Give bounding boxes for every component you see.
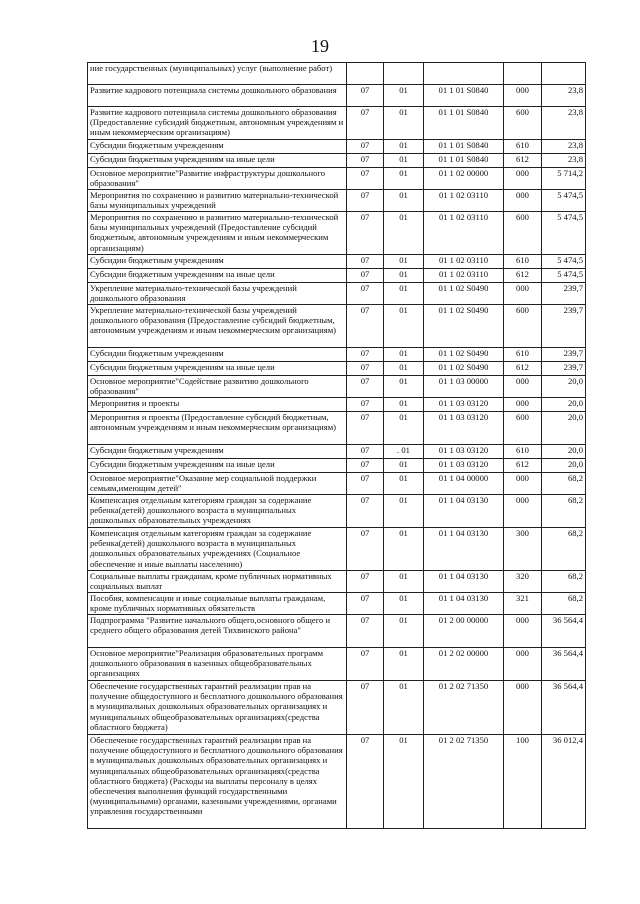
row-amount: 20,0 [542, 412, 586, 445]
row-amount: 20,0 [542, 398, 586, 412]
row-name: Субсидии бюджетным учреждениям [88, 348, 347, 362]
row-section: 07 [347, 212, 384, 255]
row-name: Основное мероприятие"Развитие инфраструктуры дошкольного образования" [88, 168, 347, 190]
row-expense-type: 000 [504, 168, 542, 190]
table-row [88, 269, 586, 283]
row-amount: 20,0 [542, 459, 586, 473]
row-target-article: 01 2 00 00000 [424, 615, 504, 648]
row-amount: 5 714,2 [542, 168, 586, 190]
row-target-article: 01 1 01 S0840 [424, 140, 504, 154]
row-amount: 5 474,5 [542, 269, 586, 283]
budget-table-body [88, 63, 586, 829]
row-section: 07 [347, 255, 384, 269]
row-name: Мероприятия и проекты (Предоставление субсидий бюджетным, автономным учреждениям и иным некоммерческим организациям) [88, 412, 347, 445]
table-row [88, 140, 586, 154]
row-name: Субсидии бюджетным учреждениям на иные цели [88, 362, 347, 376]
row-amount: 23,8 [542, 85, 586, 107]
row-target-article: 01 1 02 S0490 [424, 348, 504, 362]
row-target-article: 01 1 02 03110 [424, 255, 504, 269]
row-target-article: 01 1 02 S0490 [424, 283, 504, 305]
page-number: 19 [311, 36, 329, 56]
row-section: 07 [347, 269, 384, 283]
table-row [88, 376, 586, 398]
table-row [88, 648, 586, 681]
row-section: 07 [347, 495, 384, 528]
row-expense-type: 610 [504, 348, 542, 362]
table-row [88, 63, 586, 85]
row-name: Компенсация отдельным категориям граждан за содержание ребенка(детей) дошкольного возраста в муниципальных дошкольных образовательных учреждениях [88, 495, 347, 528]
table-row [88, 283, 586, 305]
row-name: Компенсация отдельным категориям граждан за содержание ребенка(детей) дошкольного возраста в муниципальных дошкольных образовательных учреждениях (Социальное обеспечение и иные выплаты населению) [88, 528, 347, 571]
row-subsection: . 01 [384, 445, 424, 459]
row-subsection: 01 [384, 212, 424, 255]
row-section: 07 [347, 398, 384, 412]
row-name: Пособия, компенсации и иные социальные выплаты гражданам, кроме публичных нормативных обязательств [88, 593, 347, 615]
row-name: ние государственных (муниципальных) услуг (выполнение работ) [88, 63, 347, 85]
table-row [88, 212, 586, 255]
row-subsection: 01 [384, 615, 424, 648]
row-section: 07 [347, 681, 384, 735]
row-section: 07 [347, 140, 384, 154]
table-row [88, 190, 586, 212]
table-row [88, 459, 586, 473]
row-expense-type: 321 [504, 593, 542, 615]
row-section: 07 [347, 735, 384, 829]
table-row [88, 305, 586, 348]
row-name: Основное мероприятие"Содействие развитию дошкольного образования" [88, 376, 347, 398]
row-name: Основное мероприятие"Реализация образовательных программ дошкольного образования в казенных общеобразовательных организациях [88, 648, 347, 681]
row-subsection: 01 [384, 107, 424, 140]
row-amount: 239,7 [542, 283, 586, 305]
row-target-article: 01 1 01 S0840 [424, 154, 504, 168]
row-section: 07 [347, 571, 384, 593]
row-target-article: 01 2 02 00000 [424, 648, 504, 681]
row-subsection: 01 [384, 140, 424, 154]
row-section: 07 [347, 107, 384, 140]
row-amount: 20,0 [542, 445, 586, 459]
row-subsection: 01 [384, 495, 424, 528]
row-amount: 239,7 [542, 348, 586, 362]
row-target-article: 01 1 04 00000 [424, 473, 504, 495]
table-row [88, 528, 586, 571]
table-row [88, 85, 586, 107]
row-expense-type: 612 [504, 154, 542, 168]
row-target-article: 01 1 04 03130 [424, 593, 504, 615]
row-section: 07 [347, 168, 384, 190]
row-amount: 5 474,5 [542, 190, 586, 212]
row-subsection: 01 [384, 398, 424, 412]
row-subsection [384, 63, 424, 85]
table-row [88, 615, 586, 648]
row-target-article: 01 1 04 03130 [424, 571, 504, 593]
row-subsection: 01 [384, 348, 424, 362]
row-target-article: 01 1 03 03120 [424, 398, 504, 412]
row-expense-type: 000 [504, 398, 542, 412]
row-subsection: 01 [384, 459, 424, 473]
row-expense-type: 600 [504, 107, 542, 140]
row-amount: 239,7 [542, 305, 586, 348]
row-subsection: 01 [384, 648, 424, 681]
row-section: 07 [347, 85, 384, 107]
row-section: 07 [347, 445, 384, 459]
table-row [88, 107, 586, 140]
row-amount [542, 63, 586, 85]
row-amount: 239,7 [542, 362, 586, 376]
row-section: 07 [347, 190, 384, 212]
row-expense-type: 610 [504, 445, 542, 459]
row-target-article: 01 1 02 S0490 [424, 305, 504, 348]
row-section: 07 [347, 459, 384, 473]
row-target-article: 01 1 03 03120 [424, 412, 504, 445]
row-subsection: 01 [384, 362, 424, 376]
row-section: 07 [347, 376, 384, 398]
row-section [347, 63, 384, 85]
row-expense-type: 000 [504, 615, 542, 648]
row-amount: 20,0 [542, 376, 586, 398]
row-name: Мероприятия по сохранению и развитию материально-технической базы муниципальных учреждений (Предоставление субсидий бюджетным, автономным учреждениям и иным некоммерческим организациям) [88, 212, 347, 255]
row-amount: 23,8 [542, 107, 586, 140]
row-name: Субсидии бюджетным учреждениям на иные цели [88, 154, 347, 168]
row-target-article: 01 2 02 71350 [424, 681, 504, 735]
row-expense-type: 600 [504, 412, 542, 445]
row-name: Основное мероприятие"Оказание мер социальной поддержки семьям,имеющим детей" [88, 473, 347, 495]
row-amount: 23,8 [542, 140, 586, 154]
row-target-article: 01 1 02 S0490 [424, 362, 504, 376]
row-target-article: 01 1 02 03110 [424, 269, 504, 283]
row-subsection: 01 [384, 168, 424, 190]
table-row [88, 681, 586, 735]
table-row [88, 735, 586, 829]
row-expense-type: 612 [504, 269, 542, 283]
row-expense-type: 600 [504, 305, 542, 348]
row-amount: 36 564,4 [542, 681, 586, 735]
row-name: Укрепление материально-технической базы учреждений дошкольного образования (Предоставление субсидий бюджетным, автономным учреждениям и иным некоммерческим организациям) [88, 305, 347, 348]
row-section: 07 [347, 154, 384, 168]
row-target-article: 01 1 02 03110 [424, 190, 504, 212]
row-name: Обеспечение государственных гарантий реализации прав на получение общедоступного и бесплатного дошкольного образования в муниципальных дошкольных образовательных организациях и муниципальных общеобразовательных организациях(средства областного бюджета) (Расходы на выплаты персоналу в целях обеспечения выполнения функций государственными (муниципальными) органами, казенными учреждениями, органами управления государственными [88, 735, 347, 829]
row-target-article: 01 1 03 00000 [424, 376, 504, 398]
row-expense-type: 000 [504, 495, 542, 528]
row-section: 07 [347, 305, 384, 348]
row-expense-type [504, 63, 542, 85]
row-expense-type: 300 [504, 528, 542, 571]
row-subsection: 01 [384, 376, 424, 398]
row-section: 07 [347, 528, 384, 571]
table-row [88, 362, 586, 376]
row-subsection: 01 [384, 154, 424, 168]
row-name: Мероприятия и проекты [88, 398, 347, 412]
row-subsection: 01 [384, 190, 424, 212]
row-expense-type: 600 [504, 212, 542, 255]
row-amount: 68,2 [542, 473, 586, 495]
row-section: 07 [347, 473, 384, 495]
row-target-article: 01 1 03 03120 [424, 445, 504, 459]
row-amount: 5 474,5 [542, 255, 586, 269]
row-amount: 68,2 [542, 593, 586, 615]
table-row [88, 255, 586, 269]
table-row [88, 168, 586, 190]
row-subsection: 01 [384, 473, 424, 495]
row-subsection: 01 [384, 85, 424, 107]
row-target-article: 01 1 04 03130 [424, 528, 504, 571]
table-row [88, 571, 586, 593]
row-name: Мероприятия по сохранению и развитию материально-технической базы муниципальных учреждений [88, 190, 347, 212]
row-amount: 36 012,4 [542, 735, 586, 829]
row-subsection: 01 [384, 269, 424, 283]
table-row [88, 412, 586, 445]
row-target-article: 01 1 02 03110 [424, 212, 504, 255]
row-name: Субсидии бюджетным учреждениям на иные цели [88, 459, 347, 473]
row-name: Субсидии бюджетным учреждениям на иные цели [88, 269, 347, 283]
row-target-article: 01 1 01 S0840 [424, 85, 504, 107]
row-subsection: 01 [384, 255, 424, 269]
row-subsection: 01 [384, 593, 424, 615]
row-expense-type: 610 [504, 255, 542, 269]
row-name: Укрепление материально-технической базы учреждений дошкольного образования [88, 283, 347, 305]
row-name: Социальные выплаты гражданам, кроме публичных нормативных социальных выплат [88, 571, 347, 593]
table-row [88, 495, 586, 528]
row-subsection: 01 [384, 412, 424, 445]
row-expense-type: 100 [504, 735, 542, 829]
row-section: 07 [347, 648, 384, 681]
row-section: 07 [347, 615, 384, 648]
row-name: Развитие кадрового потенциала системы дошкольного образования [88, 85, 347, 107]
row-expense-type: 612 [504, 459, 542, 473]
table-row [88, 398, 586, 412]
row-section: 07 [347, 348, 384, 362]
row-section: 07 [347, 412, 384, 445]
row-expense-type: 000 [504, 376, 542, 398]
row-target-article [424, 63, 504, 85]
budget-table [87, 62, 586, 829]
row-name: Подпрограмма "Развитие начального общего,основного общего и среднего общего образования детей Тихвинского района" [88, 615, 347, 648]
row-expense-type: 000 [504, 681, 542, 735]
row-expense-type: 612 [504, 362, 542, 376]
row-expense-type: 000 [504, 85, 542, 107]
row-amount: 23,8 [542, 154, 586, 168]
row-subsection: 01 [384, 681, 424, 735]
row-subsection: 01 [384, 283, 424, 305]
row-target-article: 01 2 02 71350 [424, 735, 504, 829]
row-amount: 68,2 [542, 571, 586, 593]
row-section: 07 [347, 362, 384, 376]
row-target-article: 01 1 03 03120 [424, 459, 504, 473]
table-row [88, 473, 586, 495]
row-section: 07 [347, 593, 384, 615]
row-amount: 68,2 [542, 528, 586, 571]
row-subsection: 01 [384, 305, 424, 348]
row-expense-type: 000 [504, 190, 542, 212]
row-section: 07 [347, 283, 384, 305]
row-expense-type: 000 [504, 283, 542, 305]
row-amount: 36 564,4 [542, 615, 586, 648]
row-target-article: 01 1 01 S0840 [424, 107, 504, 140]
row-amount: 5 474,5 [542, 212, 586, 255]
row-name: Субсидии бюджетным учреждениям [88, 255, 347, 269]
row-subsection: 01 [384, 528, 424, 571]
row-name: Субсидии бюджетным учреждениям [88, 445, 347, 459]
row-name: Субсидии бюджетным учреждениям [88, 140, 347, 154]
row-target-article: 01 1 02 00000 [424, 168, 504, 190]
row-expense-type: 000 [504, 473, 542, 495]
table-row [88, 593, 586, 615]
row-amount: 36 564,4 [542, 648, 586, 681]
row-expense-type: 610 [504, 140, 542, 154]
row-name: Обеспечение государственных гарантий реализации прав на получение общедоступного и бесплатного дошкольного образования в муниципальных дошкольных образовательных организациях и муниципальных общеобразовательных организациях(средства областного бюджета) [88, 681, 347, 735]
row-subsection: 01 [384, 735, 424, 829]
row-target-article: 01 1 04 03130 [424, 495, 504, 528]
row-expense-type: 320 [504, 571, 542, 593]
table-row [88, 348, 586, 362]
table-row [88, 154, 586, 168]
row-expense-type: 000 [504, 648, 542, 681]
table-row [88, 445, 586, 459]
row-subsection: 01 [384, 571, 424, 593]
row-amount: 68,2 [542, 495, 586, 528]
row-name: Развитие кадрового потенциала системы дошкольного образования (Предоставление субсидий бюджетным, автономным учреждениям и иным некоммерческим организациям) [88, 107, 347, 140]
